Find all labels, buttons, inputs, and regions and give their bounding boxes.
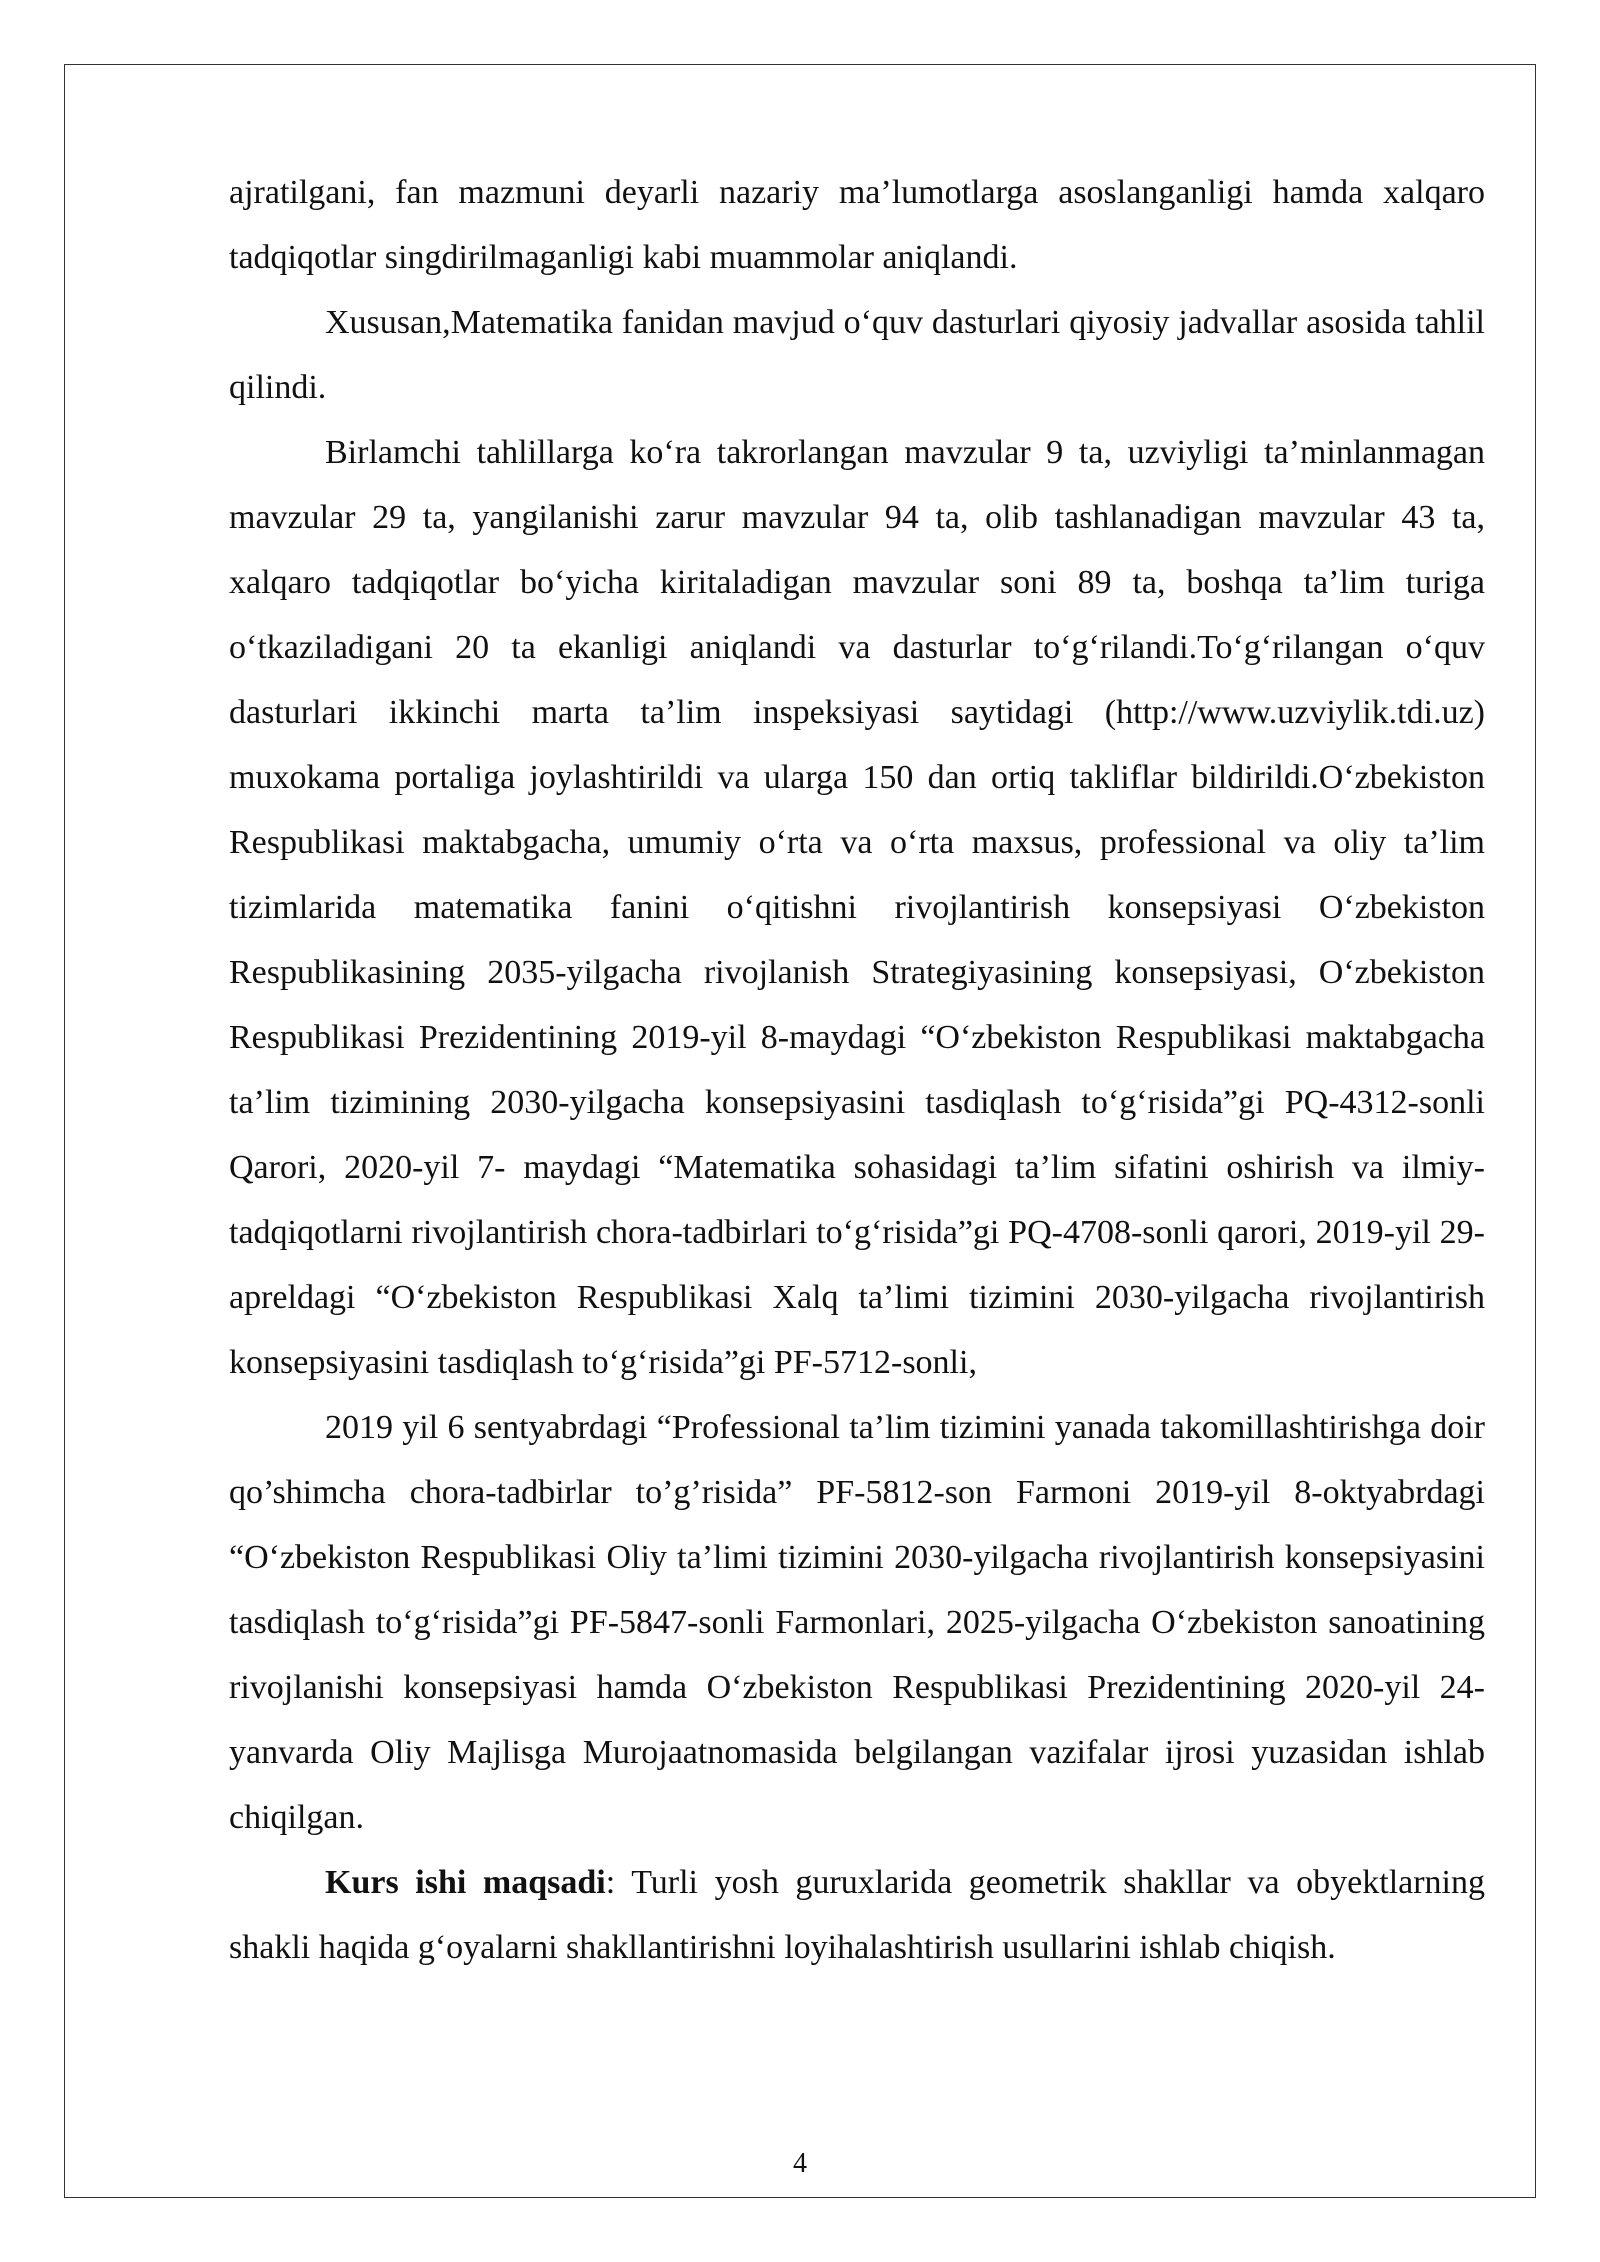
goal-label: Kurs ishi maqsadi	[325, 1864, 606, 1901]
goal-separator: :	[605, 1864, 616, 1901]
paragraph-analysis: Xususan,Matematika fanidan mavjud o‘quv dasturlari qiyosiy jadvallar asosida tahlil qilindi.	[229, 304, 1485, 406]
goal-text: Turli yosh guruxlarida geometrik shakllar va obyektlarning shakli haqida g‘oyalarni shakllantirishni loyihalashtirish usullarini ishlab chiqish.	[229, 1864, 1485, 1966]
document-body	[229, 160, 1485, 1980]
paragraph-problems: ajratilgani, fan mazmuni deyarli nazariy ma’lumotlarga asoslanganligi hamda xalqaro tadqiqotlar singdirilmaganligi kabi muammolar aniqlandi.	[229, 174, 1485, 276]
page-number: 4	[793, 2148, 807, 2179]
paragraph-goal	[229, 1850, 1485, 1980]
paragraph-findings: Birlamchi tahlillarga ko‘ra takrorlangan mavzular 9 ta, uzviyligi ta’minlanmagan mavzular 29 ta, yangilanishi zarur mavzular 94 ta, olib tashlanadigan mavzular 43 ta, xalqaro tadqiqotlar bo‘yicha kiritaladigan mavzular soni 89 ta, boshqa ta’lim turiga o‘tkaziladigani 20 ta ekanligi aniqlandi va dasturlar to‘g‘rilandi.To‘g‘rilangan o‘quv dasturlari ikkinchi marta ta’lim inspeksiyasi saytidagi (http://www.uzviylik.tdi.uz) muxokama portaliga joylashtirildi va ularga 150 dan ortiq takliflar bildirildi.O‘zbekiston Respublikasi maktabgacha, umumiy o‘rta va o‘rta maxsus, professional va oliy ta’lim tizimlarida matematika fanini o‘qitishni rivojlantirish konsepsiyasi O‘zbekiston Respublikasining 2035-yilgacha rivojlanish Strategiyasining konsepsiyasi, O‘zbekiston Respublikasi Prezidentining 2019-yil 8-maydagi “O‘zbekiston Respublikasi maktabgacha ta’lim tizimining 2030-yilgacha konsepsiyasini tasdiqlash to‘g‘risida”gi PQ-4312-sonli Qarori, 2020-yil 7- maydagi “Matematika sohasidagi ta’lim sifatini oshirish va ilmiy-tadqiqotlarni rivojlantirish chora-tadbirlari to‘g‘risida”gi PQ-4708-sonli qarori, 2019-yil 29-apreldagi “O‘zbekiston Respublikasi Xalq ta’limi tizimini 2030-yilgacha rivojlantirish konsepsiyasini tasdiqlash to‘g‘risida”gi PF-5712-sonli,	[229, 434, 1485, 1381]
paragraph-decrees: 2019 yil 6 sentyabrdagi “Professional ta’lim tizimini yanada takomillashtirishga doir qo’shimcha chora-tadbirlar to’g’risida” PF-5812-son Farmoni 2019-yil 8-oktyabrdagi “O‘zbekiston Respublikasi Oliy ta’limi tizimini 2030-yilgacha rivojlantirish konsepsiyasini tasdiqlash to‘g‘risida”gi PF-5847-sonli Farmonlari, 2025-yilgacha O‘zbekiston sanoatining rivojlanishi konsepsiyasi hamda O‘zbekiston Respublikasi Prezidentining 2020-yil 24-yanvarda Oliy Majlisga Murojaatnomasida belgilangan vazifalar ijrosi yuzasidan ishlab chiqilgan.	[229, 1409, 1485, 1836]
